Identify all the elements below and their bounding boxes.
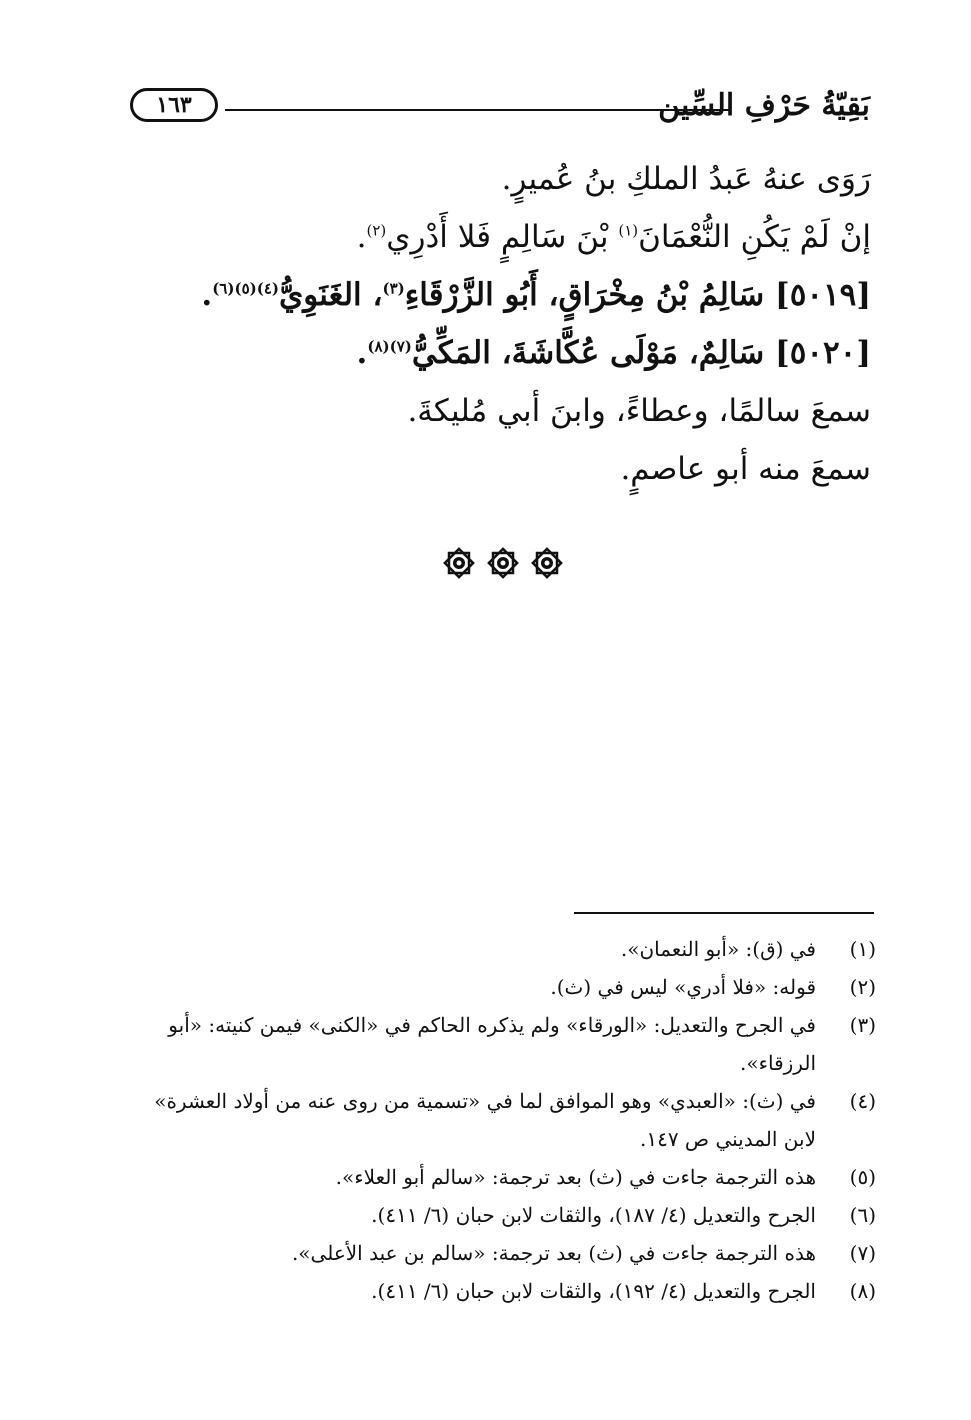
text-span: بْنَ سَالِمٍ فَلا أَدْرِي xyxy=(386,219,619,255)
footnote-item xyxy=(136,1158,876,1196)
footnote-text: في (ق): «أبو النعمان». xyxy=(620,937,816,961)
footnote-number: (٨) xyxy=(849,1279,876,1303)
rosette-icon xyxy=(531,547,563,579)
footnote-item xyxy=(136,1196,876,1234)
rosette-icon xyxy=(487,547,519,579)
section-ornaments xyxy=(443,545,563,581)
footnotes xyxy=(136,930,876,1310)
footnote-text: هذه الترجمة جاءت في (ث) بعد ترجمة: «سالم أبو العلاء». xyxy=(335,1165,816,1189)
text-line: رَوَى عنهُ عَبدُ الملكِ بنُ عُميرٍ. xyxy=(501,161,871,197)
footnote-ref[interactable]: (٤)(٥)(٦) xyxy=(212,279,279,298)
text-span: . xyxy=(356,219,367,255)
footnote-number: (٢) xyxy=(849,975,876,999)
footnote-text: في (ث): «العبدي» وهو الموافق لما في «تسمية من روى عنه من أولاد العشرة» لابن المديني ص ١٤٧. xyxy=(154,1089,816,1151)
text-line xyxy=(131,208,871,266)
footnote-number: (١) xyxy=(849,937,876,961)
main-text xyxy=(131,150,871,498)
footnote-item xyxy=(136,1082,876,1158)
footnote-number: (٣) xyxy=(849,1013,876,1037)
page-number-badge xyxy=(130,88,218,122)
footnote-number: (٧) xyxy=(849,1241,876,1265)
footnote-text: هذه الترجمة جاءت في (ث) بعد ترجمة: «سالم بن عبد الأعلى». xyxy=(291,1241,816,1265)
footnote-ref[interactable]: (٣) xyxy=(382,279,405,298)
footnote-ref[interactable]: (٢) xyxy=(366,221,387,240)
text-line: سمعَ سالمًا، وعطاءً، وابنَ أبي مُليكةَ. xyxy=(407,393,871,429)
entry-heading xyxy=(131,266,871,324)
footnote-text: الجرح والتعديل (٤/ ١٨٧)، والثقات لابن حبان (٦/ ٤١١). xyxy=(371,1203,816,1227)
entry-heading xyxy=(131,324,871,382)
footnote-separator xyxy=(574,912,874,914)
text-line: سمعَ منه أبو عاصمٍ. xyxy=(620,451,871,487)
footnote-text: في الجرح والتعديل: «الورقاء» ولم يذكره الحاكم في «الكنى» فيمن كنيته: «أبو الرزقاء». xyxy=(168,1013,816,1075)
text-span: . xyxy=(201,277,213,313)
text-span: . xyxy=(356,335,368,371)
text-span: [٥٠١٩] سَالِمُ بْنُ مِخْرَاقٍ، أَبُو الزَّرْقَاءِ xyxy=(404,277,871,313)
footnote-number: (٤) xyxy=(849,1089,876,1113)
text-span: إنْ لَمْ يَكُنِ النُّعْمَانَ xyxy=(638,219,871,255)
footnote-text: الجرح والتعديل (٤/ ١٩٢)، والثقات لابن حبان (٦/ ٤١١). xyxy=(371,1279,816,1303)
rosette-icon xyxy=(443,547,475,579)
header-rule xyxy=(225,109,730,111)
footnote-item xyxy=(136,1006,876,1082)
header-title: بَقِيّةُ حَرْفِ السِّين xyxy=(658,88,870,123)
footnote-item xyxy=(136,930,876,968)
footnote-ref[interactable]: (١) xyxy=(618,221,639,240)
footnote-item xyxy=(136,968,876,1006)
footnote-item xyxy=(136,1272,876,1310)
footnote-ref[interactable]: (٧)(٨) xyxy=(367,337,412,356)
footnote-number: (٦) xyxy=(849,1203,876,1227)
footnote-text: قوله: «فلا أدري» ليس في (ث). xyxy=(550,975,816,999)
text-span: ، الغَنَوِيُّ xyxy=(279,277,383,313)
page-number: ١٦٣ xyxy=(156,92,192,118)
running-header xyxy=(130,86,870,126)
footnote-number: (٥) xyxy=(849,1165,876,1189)
text-span: [٥٠٢٠] سَالِمٌ، مَوْلَى عُكَّاشَةَ، المَكِّيُّ xyxy=(411,335,871,371)
footnote-item xyxy=(136,1234,876,1272)
